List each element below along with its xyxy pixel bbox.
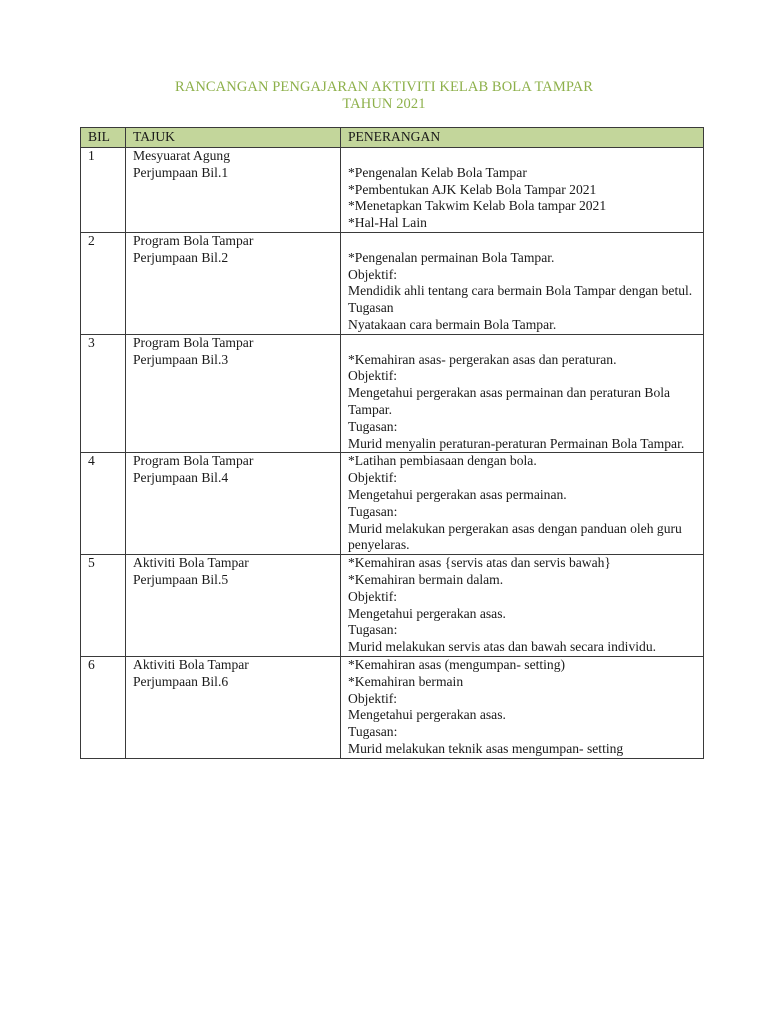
tajuk-line: Perjumpaan Bil.1 <box>133 164 229 180</box>
tajuk-line: Program Bola Tampar <box>133 232 254 248</box>
tajuk-line: Perjumpaan Bil.2 <box>133 249 229 265</box>
penerangan-line: Mengetahui pergerakan asas permainan. <box>348 486 567 502</box>
penerangan-line: *Kemahiran bermain <box>348 673 464 689</box>
penerangan-line: Nyatakaan cara bermain Bola Tampar. <box>348 316 557 332</box>
table-row <box>81 555 704 657</box>
penerangan-line: Tugasan: <box>348 418 398 434</box>
row-bil <box>81 656 126 758</box>
penerangan-line: *Hal-Hal Lain <box>348 215 427 231</box>
penerangan-line: *Pengenalan permainan Bola Tampar. <box>348 249 555 265</box>
tajuk-line: Perjumpaan Bil.5 <box>133 571 229 587</box>
document-subtitle: TAHUN 2021 <box>342 96 426 112</box>
penerangan-line: Mengetahui pergerakan asas. <box>348 605 506 621</box>
penerangan-line: Mendidik ahli tentang cara bermain Bola Tampar dengan betul. <box>348 283 693 299</box>
row-bil <box>81 453 126 555</box>
spacer <box>348 148 696 165</box>
bil-value: 6 <box>88 656 95 672</box>
table-header-row <box>81 128 704 148</box>
penerangan-line: *Kemahiran asas- pergerakan asas dan peraturan. <box>348 351 617 367</box>
row-penerangan <box>341 334 704 453</box>
penerangan-line: Objektif: <box>348 266 398 282</box>
tajuk-line: Perjumpaan Bil.6 <box>133 673 229 689</box>
document-title: RANCANGAN PENGAJARAN AKTIVITI KELAB BOLA TAMPAR <box>174 79 594 95</box>
row-penerangan <box>341 453 704 555</box>
row-tajuk <box>126 555 341 657</box>
row-bil <box>81 148 126 233</box>
penerangan-line: Objektif: <box>348 690 398 706</box>
penerangan-line: *Menetapkan Takwim Kelab Bola tampar 2021 <box>348 198 607 214</box>
bil-value: 3 <box>88 334 95 350</box>
penerangan-line: Tugasan: <box>348 622 398 638</box>
table-row <box>81 148 704 233</box>
row-tajuk <box>126 453 341 555</box>
header-tajuk: TAJUK <box>126 128 341 148</box>
row-tajuk <box>126 656 341 758</box>
penerangan-line: *Kemahiran asas {servis atas dan servis bawah} <box>348 555 611 571</box>
penerangan-line: *Latihan pembiasaan dengan bola. <box>348 453 537 469</box>
row-bil <box>81 232 126 334</box>
row-tajuk <box>126 232 341 334</box>
penerangan-line: Tugasan <box>348 300 394 316</box>
table-row <box>81 334 704 453</box>
row-penerangan <box>341 555 704 657</box>
table-row <box>81 453 704 555</box>
row-penerangan <box>341 232 704 334</box>
penerangan-line: Murid melakukan pergerakan asas dengan panduan oleh guru penyelaras. <box>348 520 682 553</box>
penerangan-line: Mengetahui pergerakan asas permainan dan peraturan Bola Tampar. <box>348 385 671 417</box>
spacer <box>348 233 696 250</box>
penerangan-line: Murid melakukan servis atas dan bawah secara individu. <box>348 639 657 655</box>
row-bil <box>81 334 126 453</box>
table-row <box>81 232 704 334</box>
tajuk-line: Aktiviti Bola Tampar <box>133 656 249 672</box>
tajuk-line: Program Bola Tampar <box>133 334 254 350</box>
penerangan-line: *Pembentukan AJK Kelab Bola Tampar 2021 <box>348 181 597 197</box>
penerangan-line: Objektif: <box>348 588 398 604</box>
spacer <box>348 335 696 352</box>
penerangan-line: Tugasan: <box>348 724 398 740</box>
bil-value: 5 <box>88 555 95 571</box>
tajuk-line: Perjumpaan Bil.4 <box>133 470 229 486</box>
bil-value: 1 <box>88 148 95 163</box>
row-tajuk <box>126 148 341 233</box>
penerangan-line: Objektif: <box>348 368 398 384</box>
header-penerangan: PENERANGAN <box>341 128 704 148</box>
bil-value: 2 <box>88 232 95 248</box>
penerangan-line: *Kemahiran asas (mengumpan- setting) <box>348 656 566 672</box>
row-penerangan <box>341 148 704 233</box>
lesson-plan-table <box>80 127 704 759</box>
row-bil <box>81 555 126 657</box>
row-tajuk <box>126 334 341 453</box>
bil-value: 4 <box>88 453 95 469</box>
tajuk-line: Aktiviti Bola Tampar <box>133 555 249 571</box>
penerangan-line: *Kemahiran bermain dalam. <box>348 571 504 587</box>
tajuk-line: Perjumpaan Bil.3 <box>133 351 229 367</box>
tajuk-line: Program Bola Tampar <box>133 453 254 469</box>
penerangan-line: *Pengenalan Kelab Bola Tampar <box>348 164 527 180</box>
header-bil: BIL <box>81 128 126 148</box>
tajuk-line: Mesyuarat Agung <box>133 148 231 163</box>
table-row <box>81 656 704 758</box>
penerangan-line: Objektif: <box>348 470 398 486</box>
row-penerangan <box>341 656 704 758</box>
penerangan-line: Tugasan: <box>348 503 398 519</box>
penerangan-line: Murid menyalin peraturan-peraturan Permainan Bola Tampar. <box>348 435 685 451</box>
penerangan-line: Mengetahui pergerakan asas. <box>348 707 506 723</box>
penerangan-line: Murid melakukan teknik asas mengumpan- setting <box>348 740 624 756</box>
